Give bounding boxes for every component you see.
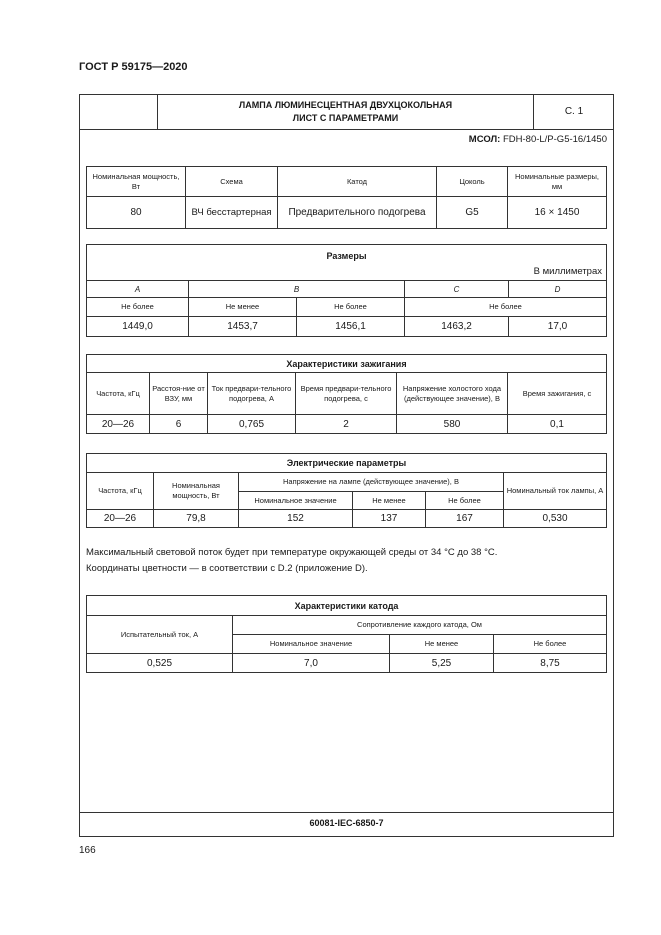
value-power: 80 [87,197,186,229]
el-value-power: 79,8 [154,510,239,528]
el-value-max: 167 [426,510,504,528]
dim-limit-b-max: Не более [297,298,405,317]
dim-letter-b: B [189,281,405,298]
dimensions-title: Размеры [326,251,367,261]
footer-divider [80,812,613,813]
sheet-code: 60081-IEC-6850-7 [309,818,384,828]
ignition-table [86,354,607,434]
sheet-title-line1: ЛАМПА ЛЮМИНЕСЦЕНТНАЯ ДВУХЦОКОЛЬНАЯ [238,100,453,110]
dim-value-c: 1463,2 [405,317,509,337]
header-sizes: Номинальные размеры, мм [508,167,607,197]
cat-value-min: 5,25 [390,654,494,673]
ign-value-frequency: 20—26 [87,415,150,434]
page-number: 166 [79,845,96,856]
dim-value-b-min: 1453,7 [189,317,297,337]
cat-sub-min: Не менее [390,635,494,654]
ign-header-frequency: Частота, кГц [87,373,150,415]
el-header-power: Номинальная мощность, Вт [154,473,239,510]
cat-value-nominal: 7,0 [233,654,390,673]
value-base: G5 [437,197,508,229]
header-power: Номинальная мощность, Вт [87,167,186,197]
el-header-current: Номинальный ток лампы, А [504,473,607,510]
ign-value-preheat-current: 0,765 [208,415,296,434]
sheet-page: С. 1 [564,106,584,117]
el-sub-nominal: Номинальное значение [239,492,353,510]
ign-header-preheat-time: Время предвари-тельного подогрева, с [296,373,397,415]
ign-header-distance: Расстоя-ние от ВЗУ, мм [150,373,208,415]
header-base: Цоколь [437,167,508,197]
dim-value-a: 1449,0 [87,317,189,337]
standard-number: ГОСТ Р 59175—2020 [79,61,188,73]
dimensions-unit: В миллиметрах [533,266,602,277]
dim-limit-b-min: Не менее [189,298,297,317]
ignition-title: Характеристики зажигания [87,355,607,373]
ign-value-ignition-time: 0,1 [508,415,607,434]
cathode-table [86,595,607,673]
value-sizes: 16 × 1450 [508,197,607,229]
el-value-min: 137 [353,510,426,528]
sheet-title [158,95,534,129]
cat-sub-nominal: Номинальное значение [233,635,390,654]
model-designation [469,134,607,145]
cat-value-test-current: 0,525 [87,654,233,673]
electrical-table [86,453,607,528]
el-sub-min: Не менее [353,492,426,510]
cat-value-max: 8,75 [494,654,607,673]
value-cathode: Предварительного подогрева [278,197,437,229]
ign-header-preheat-current: Ток предвари-тельного подогрева, А [208,373,296,415]
header-divider [80,129,613,130]
dim-letter-d: D [509,281,607,298]
cat-sub-max: Не более [494,635,607,654]
model-label: МСОЛ: [468,134,501,145]
sheet-title-line2: ЛИСТ С ПАРАМЕТРАМИ [292,113,399,123]
value-scheme: ВЧ бесстартерная [186,197,278,229]
note-chromaticity: Координаты цветности — в соответствии с D.2 (приложение D). [86,563,368,574]
dimensions-table [86,244,607,337]
header-left-cell [80,95,158,129]
dim-limit-c: Не более [405,298,607,317]
dim-value-d: 17,0 [509,317,607,337]
dim-value-b-max: 1456,1 [297,317,405,337]
ign-header-open-voltage: Напряжение холостого хода (действующее значение), В [397,373,508,415]
dim-limit-a: Не более [87,298,189,317]
cat-header-resistance: Сопротивление каждого катода, Ом [233,616,607,635]
el-header-frequency: Частота, кГц [87,473,154,510]
note-luminous-flux: Максимальный световой поток будет при температуре окружающей среды от 34 °С до 38 °С. [86,547,498,558]
model-value: FDH-80-L/P-G5-16/1450 [502,134,607,145]
dim-letter-c: C [405,281,509,298]
dim-letter-a: A [87,281,189,298]
ign-value-distance: 6 [150,415,208,434]
ign-value-open-voltage: 580 [397,415,508,434]
el-value-frequency: 20—26 [87,510,154,528]
el-value-nominal: 152 [239,510,353,528]
electrical-title: Электрические параметры [87,454,607,473]
main-parameters-table [86,166,607,229]
header-scheme: Схема [186,167,278,197]
dimensions-title-cell [87,245,607,281]
ign-header-ignition-time: Время зажигания, с [508,373,607,415]
el-value-current: 0,530 [504,510,607,528]
ign-value-preheat-time: 2 [296,415,397,434]
cat-header-test-current: Испытательный ток, А [87,616,233,654]
cathode-title: Характеристики катода [87,596,607,616]
el-header-voltage: Напряжение на лампе (действующее значение), В [239,473,504,492]
el-sub-max: Не более [426,492,504,510]
header-cathode: Катод [278,167,437,197]
